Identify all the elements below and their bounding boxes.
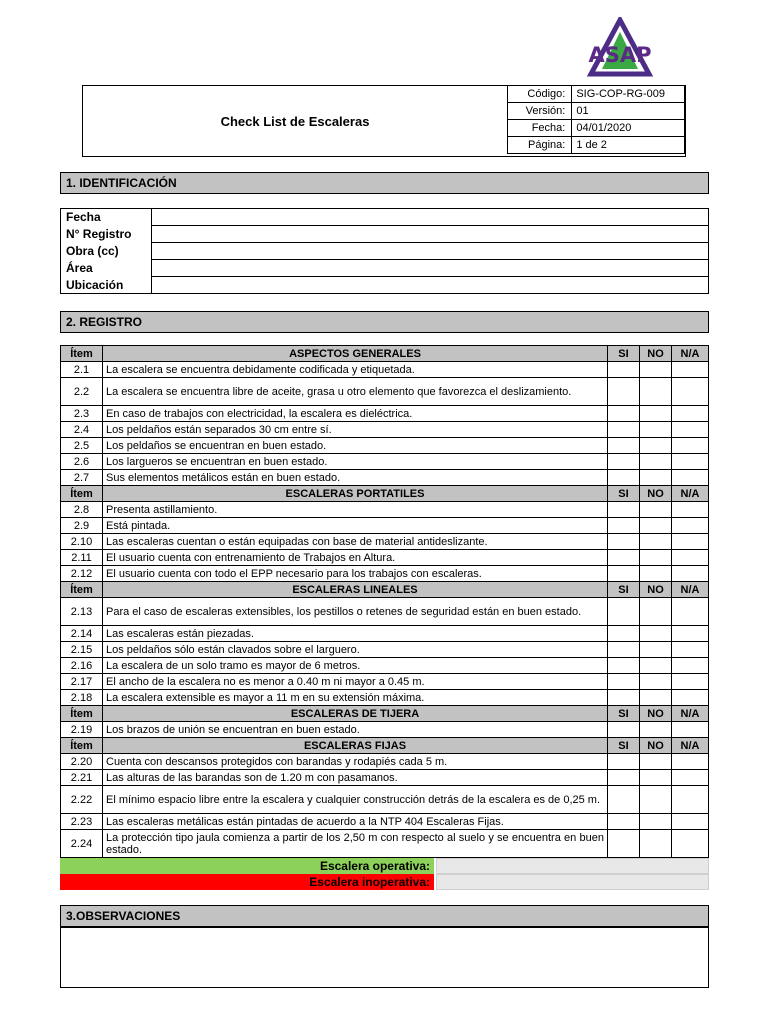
group-header-row — [61, 582, 709, 598]
item-number: 2.10 — [61, 534, 103, 550]
field-label-ubicacion: Ubicación — [61, 277, 152, 294]
item-description: Los peldaños están separados 30 cm entre sí. — [103, 422, 608, 438]
answer-cell-no[interactable] — [640, 518, 672, 534]
logo-text: ASAP — [588, 43, 652, 67]
answer-cell-na[interactable] — [672, 454, 709, 470]
item-description: La escalera se encuentra debidamente codificada y etiquetada. — [103, 362, 608, 378]
item-number: 2.23 — [61, 814, 103, 830]
item-number: 2.20 — [61, 754, 103, 770]
checklist-row — [61, 362, 709, 378]
meta-value-version: 01 — [572, 103, 685, 120]
answer-cell-no[interactable] — [640, 674, 672, 690]
group-title: ESCALERAS PORTATILES — [103, 486, 608, 502]
section-registro-header: 2. REGISTRO — [60, 311, 709, 333]
answer-cell-no[interactable] — [640, 626, 672, 642]
group-title: ASPECTOS GENERALES — [103, 346, 608, 362]
answer-cell-na[interactable] — [672, 598, 709, 626]
item-description: La escalera extensible es mayor a 11 m en su extensión máxima. — [103, 690, 608, 706]
answer-cell-na[interactable] — [672, 786, 709, 814]
checklist-row — [61, 454, 709, 470]
answer-cell-na[interactable] — [672, 518, 709, 534]
item-description: El ancho de la escalera no es menor a 0.40 m ni mayor a 0.45 m. — [103, 674, 608, 690]
checklist-row — [61, 470, 709, 486]
checklist-row — [61, 830, 709, 858]
answer-cell-no[interactable] — [640, 690, 672, 706]
field-label-obra: Obra (cc) — [61, 243, 152, 260]
answer-cell-no[interactable] — [640, 814, 672, 830]
checklist-row — [61, 754, 709, 770]
answer-cell-no[interactable] — [640, 470, 672, 486]
answer-cell-na[interactable] — [672, 470, 709, 486]
column-header-item: Ítem — [61, 346, 103, 362]
field-input-area[interactable] — [152, 260, 709, 277]
answer-cell-no[interactable] — [640, 502, 672, 518]
item-description: Los largueros se encuentran en buen estado. — [103, 454, 608, 470]
column-header-na: N/A — [672, 738, 709, 754]
item-number: 2.16 — [61, 658, 103, 674]
item-number: 2.13 — [61, 598, 103, 626]
answer-cell-no[interactable] — [640, 406, 672, 422]
checklist-table — [60, 345, 709, 858]
answer-cell-na[interactable] — [672, 406, 709, 422]
answer-cell-si[interactable] — [608, 502, 640, 518]
result-operativa-label: Escalera operativa: — [60, 858, 434, 874]
item-number: 2.21 — [61, 770, 103, 786]
column-header-no: NO — [640, 706, 672, 722]
item-description: Los brazos de unión se encuentran en buen estado. — [103, 722, 608, 738]
item-description: Los peldaños sólo están clavados sobre el larguero. — [103, 642, 608, 658]
item-description: El usuario cuenta con entrenamiento de Trabajos en Altura. — [103, 550, 608, 566]
answer-cell-no[interactable] — [640, 598, 672, 626]
checklist-row — [61, 598, 709, 626]
checklist-row — [61, 770, 709, 786]
answer-cell-no[interactable] — [640, 830, 672, 858]
answer-cell-no[interactable] — [640, 362, 672, 378]
answer-cell-si[interactable] — [608, 518, 640, 534]
answer-cell-na[interactable] — [672, 690, 709, 706]
column-header-si: SI — [608, 738, 640, 754]
item-number: 2.17 — [61, 674, 103, 690]
result-operativa-field[interactable] — [436, 858, 709, 874]
checklist-row — [61, 626, 709, 642]
checklist-row — [61, 814, 709, 830]
column-header-si: SI — [608, 582, 640, 598]
identificacion-table — [60, 208, 709, 294]
answer-cell-si[interactable] — [608, 378, 640, 406]
result-inoperativa-label: Escalera inoperativa: — [60, 874, 434, 890]
group-header-row — [61, 346, 709, 362]
item-number: 2.15 — [61, 642, 103, 658]
answer-cell-si[interactable] — [608, 362, 640, 378]
checklist-row — [61, 550, 709, 566]
item-description: Las escaleras están piezadas. — [103, 626, 608, 642]
answer-cell-no[interactable] — [640, 550, 672, 566]
checklist-row — [61, 378, 709, 406]
item-description: El mínimo espacio libre entre la escalera y cualquier construcción detrás de la escalera es de 0,25 m. — [103, 786, 608, 814]
answer-cell-si[interactable] — [608, 754, 640, 770]
answer-cell-si[interactable] — [608, 470, 640, 486]
answer-cell-no[interactable] — [640, 770, 672, 786]
answer-cell-na[interactable] — [672, 722, 709, 738]
answer-cell-si[interactable] — [608, 830, 640, 858]
answer-cell-si[interactable] — [608, 550, 640, 566]
group-title: ESCALERAS DE TIJERA — [103, 706, 608, 722]
answer-cell-no[interactable] — [640, 378, 672, 406]
item-description: Sus elementos metálicos están en buen estado. — [103, 470, 608, 486]
item-description: En caso de trabajos con electricidad, la escalera es dieléctrica. — [103, 406, 608, 422]
answer-cell-si[interactable] — [608, 406, 640, 422]
answer-cell-na[interactable] — [672, 502, 709, 518]
group-title: ESCALERAS LINEALES — [103, 582, 608, 598]
column-header-si: SI — [608, 706, 640, 722]
answer-cell-na[interactable] — [672, 754, 709, 770]
checklist-row — [61, 518, 709, 534]
item-number: 2.6 — [61, 454, 103, 470]
column-header-item: Ítem — [61, 706, 103, 722]
item-description: Las alturas de las barandas son de 1.20 m con pasamanos. — [103, 770, 608, 786]
column-header-item: Ítem — [61, 738, 103, 754]
answer-cell-no[interactable] — [640, 786, 672, 814]
column-header-na: N/A — [672, 582, 709, 598]
answer-cell-no[interactable] — [640, 722, 672, 738]
checklist-row — [61, 658, 709, 674]
column-header-si: SI — [608, 486, 640, 502]
item-number: 2.1 — [61, 362, 103, 378]
item-description: Cuenta con descansos protegidos con barandas y rodapiés cada 5 m. — [103, 754, 608, 770]
result-inoperativa-field[interactable] — [436, 874, 709, 890]
item-description: La escalera se encuentra libre de aceite, grasa u otro elemento que favorezca el deslizamiento. — [103, 378, 608, 406]
checklist-row — [61, 642, 709, 658]
answer-cell-no[interactable] — [640, 642, 672, 658]
checklist-row — [61, 566, 709, 582]
field-input-obra[interactable] — [152, 243, 709, 260]
answer-cell-na[interactable] — [672, 378, 709, 406]
section-observaciones-header: 3.OBSERVACIONES — [60, 905, 709, 927]
group-header-row — [61, 738, 709, 754]
meta-value-fecha: 04/01/2020 — [572, 120, 685, 137]
meta-value-pagina: 1 de 2 — [572, 137, 685, 154]
answer-cell-si[interactable] — [608, 722, 640, 738]
answer-cell-na[interactable] — [672, 422, 709, 438]
document-meta-table — [507, 85, 685, 154]
answer-cell-na[interactable] — [672, 550, 709, 566]
item-description: Presenta astillamiento. — [103, 502, 608, 518]
checklist-row — [61, 422, 709, 438]
checklist-row — [61, 534, 709, 550]
meta-label-pagina: Página: — [508, 137, 572, 154]
checklist-row — [61, 502, 709, 518]
item-number: 2.3 — [61, 406, 103, 422]
answer-cell-na[interactable] — [672, 566, 709, 582]
answer-cell-si[interactable] — [608, 454, 640, 470]
answer-cell-na[interactable] — [672, 814, 709, 830]
answer-cell-si[interactable] — [608, 674, 640, 690]
field-input-ubicacion[interactable] — [152, 277, 709, 294]
field-label-fecha: Fecha — [61, 209, 152, 226]
observaciones-textarea[interactable] — [60, 927, 709, 988]
checklist-row — [61, 722, 709, 738]
field-input-registro[interactable] — [152, 226, 709, 243]
meta-label-version: Versión: — [508, 103, 572, 120]
answer-cell-si[interactable] — [608, 534, 640, 550]
column-header-no: NO — [640, 738, 672, 754]
answer-cell-si[interactable] — [608, 770, 640, 786]
field-label-area: Área — [61, 260, 152, 277]
checklist-row — [61, 406, 709, 422]
column-header-si: SI — [608, 346, 640, 362]
item-number: 2.11 — [61, 550, 103, 566]
checklist-row — [61, 786, 709, 814]
item-description: Está pintada. — [103, 518, 608, 534]
column-header-no: NO — [640, 582, 672, 598]
checklist-row — [61, 690, 709, 706]
answer-cell-no[interactable] — [640, 566, 672, 582]
item-number: 2.18 — [61, 690, 103, 706]
column-header-item: Ítem — [61, 582, 103, 598]
answer-cell-si[interactable] — [608, 566, 640, 582]
column-header-no: NO — [640, 346, 672, 362]
answer-cell-si[interactable] — [608, 598, 640, 626]
answer-cell-si[interactable] — [608, 438, 640, 454]
answer-cell-na[interactable] — [672, 642, 709, 658]
group-header-row — [61, 706, 709, 722]
answer-cell-na[interactable] — [672, 362, 709, 378]
asap-logo — [585, 17, 655, 77]
item-number: 2.22 — [61, 786, 103, 814]
result-inoperativa — [60, 874, 709, 890]
item-number: 2.9 — [61, 518, 103, 534]
answer-cell-no[interactable] — [640, 534, 672, 550]
answer-cell-si[interactable] — [608, 658, 640, 674]
answer-cell-no[interactable] — [640, 454, 672, 470]
item-number: 2.4 — [61, 422, 103, 438]
item-number: 2.8 — [61, 502, 103, 518]
meta-label-codigo: Código: — [508, 86, 572, 103]
column-header-item: Ítem — [61, 486, 103, 502]
item-description: Las escaleras cuentan o están equipadas con base de material antideslizante. — [103, 534, 608, 550]
answer-cell-si[interactable] — [608, 814, 640, 830]
document-title: Check List de Escaleras — [220, 113, 370, 129]
answer-cell-no[interactable] — [640, 438, 672, 454]
column-header-no: NO — [640, 486, 672, 502]
column-header-na: N/A — [672, 346, 709, 362]
item-number: 2.5 — [61, 438, 103, 454]
item-description: La escalera de un solo tramo es mayor de 6 metros. — [103, 658, 608, 674]
item-description: Los peldaños se encuentran en buen estado. — [103, 438, 608, 454]
item-description: Para el caso de escaleras extensibles, los pestillos o retenes de seguridad están en buen estado. — [103, 598, 608, 626]
answer-cell-si[interactable] — [608, 422, 640, 438]
answer-cell-na[interactable] — [672, 658, 709, 674]
answer-cell-si[interactable] — [608, 642, 640, 658]
column-header-na: N/A — [672, 486, 709, 502]
answer-cell-na[interactable] — [672, 438, 709, 454]
item-description: La protección tipo jaula comienza a partir de los 2,50 m con respecto al suelo y se encuentra en buen estado. — [103, 830, 608, 858]
item-number: 2.14 — [61, 626, 103, 642]
answer-cell-no[interactable] — [640, 658, 672, 674]
result-operativa — [60, 858, 709, 874]
item-description: Las escaleras metálicas están pintadas de acuerdo a la NTP 404 Escaleras Fijas. — [103, 814, 608, 830]
meta-value-codigo: SIG-COP-RG-009 — [572, 86, 685, 103]
answer-cell-si[interactable] — [608, 626, 640, 642]
checklist-row — [61, 438, 709, 454]
section-identificacion-header: 1. IDENTIFICACIÓN — [60, 172, 709, 194]
item-description: El usuario cuenta con todo el EPP necesario para los trabajos con escaleras. — [103, 566, 608, 582]
field-label-registro: N° Registro — [61, 226, 152, 243]
answer-cell-si[interactable] — [608, 786, 640, 814]
item-number: 2.7 — [61, 470, 103, 486]
answer-cell-na[interactable] — [672, 626, 709, 642]
answer-cell-na[interactable] — [672, 830, 709, 858]
answer-cell-si[interactable] — [608, 690, 640, 706]
group-header-row — [61, 486, 709, 502]
meta-label-fecha: Fecha: — [508, 120, 572, 137]
item-number: 2.19 — [61, 722, 103, 738]
answer-cell-no[interactable] — [640, 422, 672, 438]
answer-cell-na[interactable] — [672, 770, 709, 786]
group-title: ESCALERAS FIJAS — [103, 738, 608, 754]
document-header — [82, 85, 686, 157]
answer-cell-no[interactable] — [640, 754, 672, 770]
checklist-row — [61, 674, 709, 690]
item-number: 2.24 — [61, 830, 103, 858]
item-number: 2.2 — [61, 378, 103, 406]
answer-cell-na[interactable] — [672, 534, 709, 550]
field-input-fecha[interactable] — [152, 209, 709, 226]
item-number: 2.12 — [61, 566, 103, 582]
answer-cell-na[interactable] — [672, 674, 709, 690]
column-header-na: N/A — [672, 706, 709, 722]
